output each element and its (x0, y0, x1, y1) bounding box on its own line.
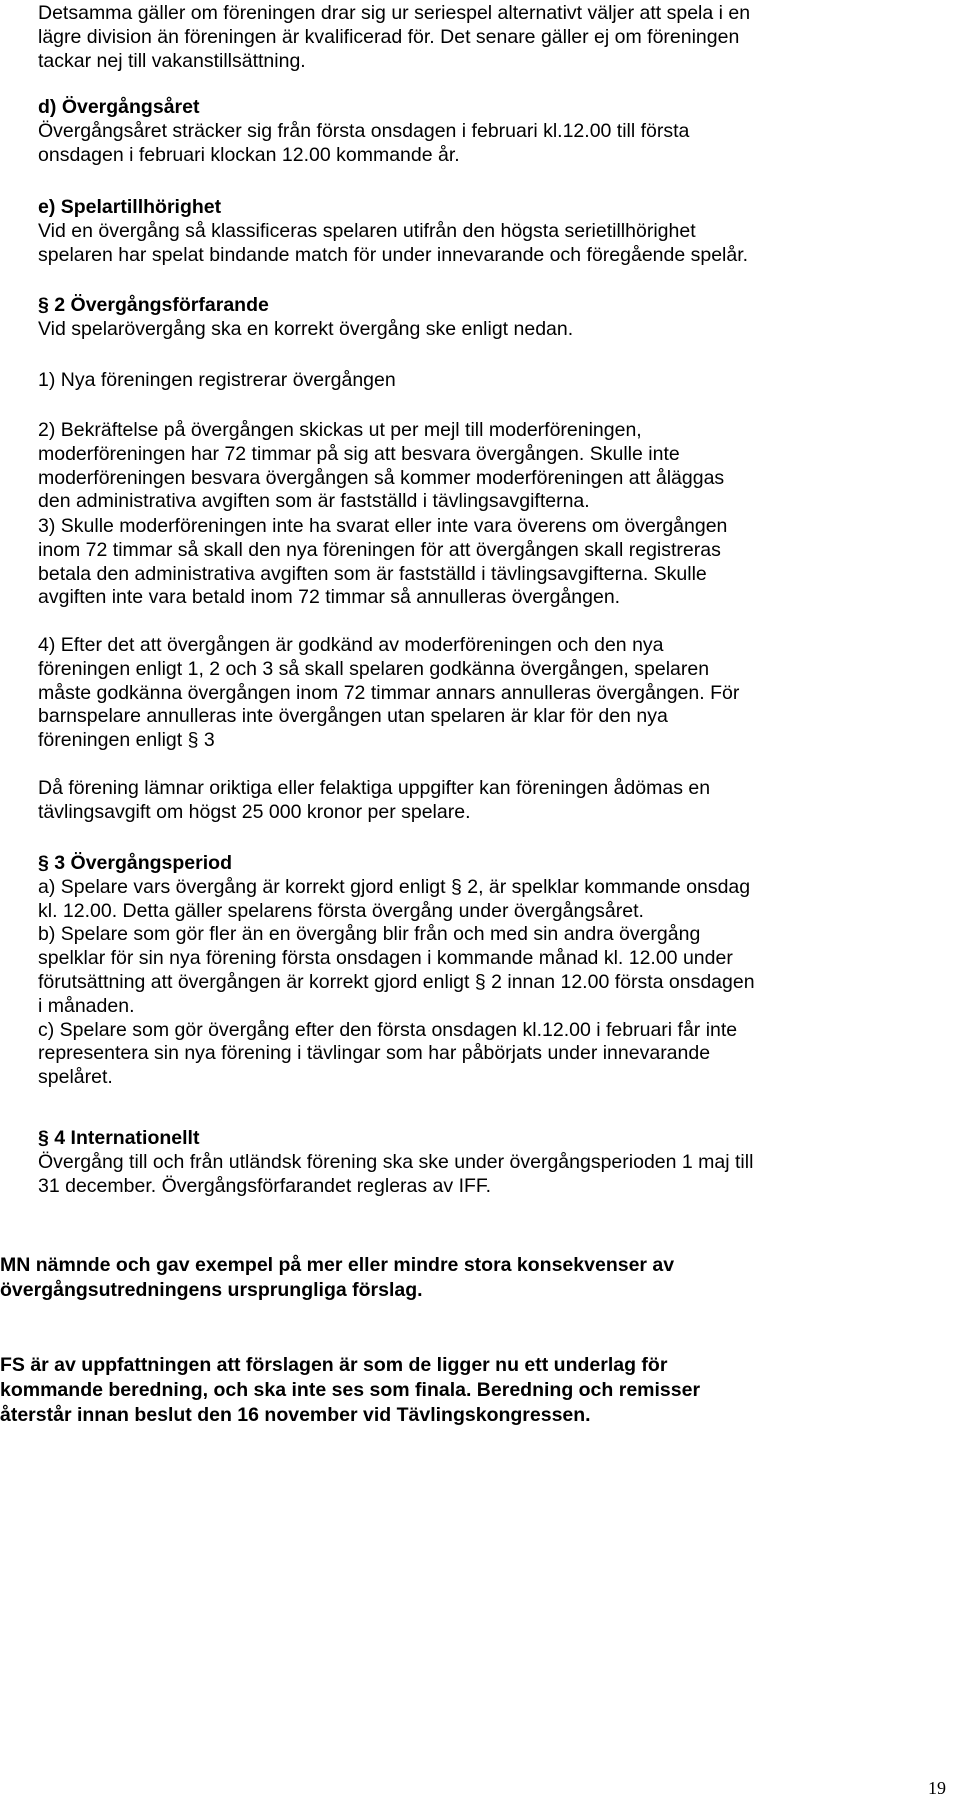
text-line: FS är av uppfattningen att förslagen är som de ligger nu ett underlag för (0, 1354, 668, 1376)
text-line: b) Spelare som gör fler än en övergång blir från och med sin andra övergång (38, 923, 701, 946)
step-2 (38, 419, 918, 514)
text-line: kommande beredning, och ska inte ses som finala. Beredning och remisser (0, 1379, 701, 1401)
section-2 (38, 294, 918, 342)
section-3 (38, 852, 918, 1090)
text-line: föreningen enligt 1, 2 och 3 så skall spelaren godkänna övergången, spelaren (38, 657, 710, 680)
text-line: 2) Bekräftelse på övergången skickas ut per mejl till moderföreningen, (38, 419, 642, 441)
mn-paragraph (0, 1253, 940, 1303)
text-line: Detsamma gäller om föreningen drar sig ur seriespel alternativt väljer att spela i en (38, 2, 751, 24)
section-heading: § 3 Övergångsperiod (38, 852, 232, 874)
section-heading: e) Spelartillhörighet (38, 196, 222, 218)
text-line: Vid en övergång så klassificeras spelaren utifrån den högsta serietillhörighet (38, 219, 696, 242)
text-line: Vid spelarövergång ska en korrekt övergång ske enligt nedan. (38, 317, 574, 340)
text-line: spelklar för sin nya förening första onsdagen i kommande månad kl. 12.00 under (38, 947, 733, 970)
text-line: representera sin nya förening i tävlingar som har påbörjats under innevarande (38, 1042, 711, 1065)
fs-paragraph (0, 1353, 940, 1428)
text-line: moderföreningen besvara övergången så kommer moderföreningen att åläggas (38, 466, 725, 489)
text-line: c) Spelare som gör övergång efter den första onsdagen kl.12.00 i februari får inte (38, 1018, 738, 1041)
text-line: 1) Nya föreningen registrerar övergången (38, 369, 396, 391)
text-line: Övergångsåret sträcker sig från första onsdagen i februari kl.12.00 till första (38, 119, 690, 142)
step-1 (38, 369, 918, 393)
text-line: spelaren har spelat bindande match för under innevarande och föregående spelår. (38, 243, 749, 266)
section-e (38, 196, 918, 267)
text-line: 4) Efter det att övergången är godkänd av moderföreningen och den nya (38, 634, 664, 656)
text-line: kl. 12.00. Detta gäller spelarens första övergång under övergångsåret. (38, 899, 644, 922)
text-line: 3) Skulle moderföreningen inte ha svarat eller inte vara överens om övergången (38, 515, 728, 537)
step-4 (38, 634, 918, 753)
text-line: lägre division än föreningen är kvalificerad för. Det senare gäller ej om föreningen (38, 25, 740, 48)
text-line: a) Spelare vars övergång är korrekt gjord enligt § 2, är spelklar kommande onsdag (38, 875, 751, 898)
text-line: övergångsutredningens ursprungliga förslag. (0, 1279, 423, 1301)
text-line: Övergång till och från utländsk förening ska ske under övergångsperioden 1 maj till (38, 1150, 754, 1173)
text-line: moderföreningen har 72 timmar på sig att besvara övergången. Skulle inte (38, 442, 680, 465)
section-4 (38, 1127, 918, 1198)
section-d (38, 96, 918, 167)
text-line: spelåret. (38, 1066, 113, 1089)
text-line: förutsättning att övergången är korrekt gjord enligt § 2 innan 12.00 första onsdagen (38, 970, 755, 993)
page-number: 19 (928, 1778, 946, 1798)
section-heading: d) Övergångsåret (38, 96, 200, 118)
intro-paragraph (38, 2, 918, 73)
text-line: Då förening lämnar oriktiga eller felaktiga uppgifter kan föreningen ådömas en (38, 777, 711, 799)
section-heading: § 4 Internationellt (38, 1127, 200, 1149)
text-line: tävlingsavgift om högst 25 000 kronor per spelare. (38, 800, 471, 823)
step-3 (38, 515, 918, 610)
text-line: avgiften inte vara betald inom 72 timmar så annulleras övergången. (38, 586, 621, 609)
text-line: barnspelare annulleras inte övergången utan spelaren är klar för den nya (38, 705, 668, 728)
text-line: inom 72 timmar så skall den nya föreningen för att övergången skall registreras (38, 538, 721, 561)
text-line: 31 december. Övergångsförfarandet regleras av IFF. (38, 1174, 492, 1197)
text-line: betala den administrativa avgiften som är fastställd i tävlingsavgifterna. Skulle (38, 562, 707, 585)
text-line: måste godkänna övergången inom 72 timmar annars annulleras övergången. För (38, 681, 740, 704)
text-line: MN nämnde och gav exempel på mer eller mindre stora konsekvenser av (0, 1254, 675, 1276)
section-heading: § 2 Övergångsförfarande (38, 294, 269, 316)
penalty-paragraph (38, 777, 918, 825)
text-line: onsdagen i februari klockan 12.00 kommande år. (38, 143, 460, 166)
text-line: tackar nej till vakanstillsättning. (38, 49, 306, 72)
text-line: den administrativa avgiften som är fastställd i tävlingsavgifterna. (38, 490, 590, 513)
text-line: föreningen enligt § 3 (38, 729, 215, 752)
text-line: i månaden. (38, 994, 135, 1017)
text-line: återstår innan beslut den 16 november vid Tävlingskongressen. (0, 1404, 591, 1426)
